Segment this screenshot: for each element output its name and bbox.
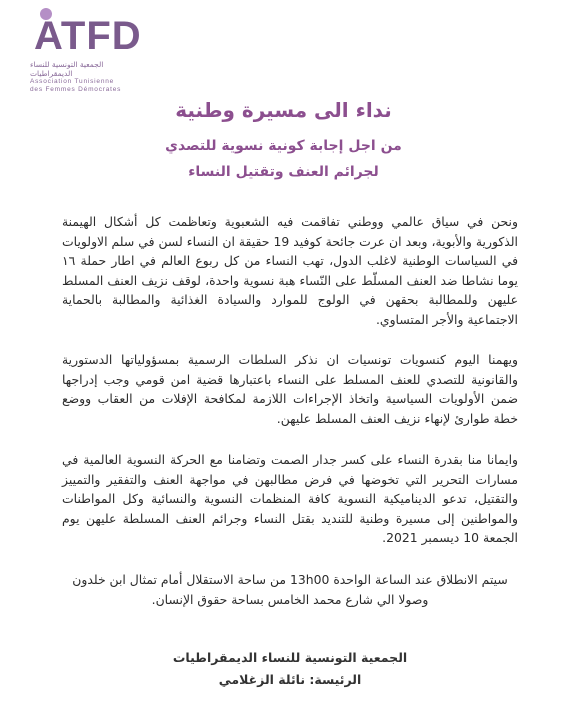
logo-french-line2: des Femmes Démocrates <box>30 86 122 93</box>
logo-mark <box>30 8 190 56</box>
logo <box>30 8 190 94</box>
paragraph-1: ونحن في سياق عالمي ووطني تفاقمت فيه الشعبوية وتعاظمت كل أشكال الهيمنة الذكورية والأبوية، وبعد ان عرت جائحة كوفيد 19 حقيقة ان النساء لسن في سلم الاولويات في السياسات الوطنية لاغلب الدول، تهب النساء من كل ربوع العالم في اطار حملة ١٦ يوما نشاطا ضد العنف المسلّط على النّساء هبة نسوية واحدة، لوقف نزيف العنف المسلط عليهن وللمطالبة بحقهن في الولوج للموارد والسيادة الغذائية والمطالبة بالحماية الاجتماعية والأجر المتساوي. <box>62 214 518 327</box>
logo-french-line1: Association Tunisienne <box>30 78 115 85</box>
paragraph-3: وايمانا منا بقدرة النساء على كسر جدار الصمت وتضامنا مع الحركة النسوية العالمية في مسارات التحرير التي تخوضها في فرض مطالبهن في مواجهة العنف والتفقير والتمييز والتقتيل، تدعو الديناميكية النسوية كافة المنظمات النسوية والنسائية وكل المواطنات والمواطنين إلى مسيرة وطنية للتنديد بقتل النساء وجرائم العنف المسلطة عليهن يوم الجمعة 10 ديسمبر 2021. <box>62 452 518 545</box>
subtitle-2: لجرائم العنف وتقتيل النساء <box>188 164 379 180</box>
logo-arabic-name: الجمعية التونسية للنساء الديمقراطيات <box>30 60 104 78</box>
subtitle-1: من اجل إجابة كونية نسوية للتصدي <box>165 138 402 154</box>
page-title: نداء الى مسيرة وطنية <box>175 98 392 122</box>
signature-president: الرئيسة: نائلة الزغلامي <box>218 672 362 687</box>
signature-org: الجمعية التونسية للنساء الديمقراطيات <box>172 650 408 665</box>
paragraph-4: سيتم الانطلاق عند الساعة الواحدة 13h00 من ساحة الاستقلال أمام تمثال ابن خلدون وصولا الي شارع محمد الخامس بساحة حقوق الإنسان. <box>72 572 508 607</box>
paragraph-2: ويهمنا اليوم كنسويات تونسيات ان نذكر السلطات الرسمية بمسؤولياتها الدستورية والقانونية للتصدي للعنف المسلط على النساء باعتبارها قضية امن قومي وجب إدراجها ضمن الأولويات السياسية واتخاذ الإجراءات اللازمة لمكافحة الإفلات من العقاب ووضع خطة طوارئ لإنهاء نزيف العنف المسلط عليهن. <box>62 352 518 426</box>
logo-brand: ATFD <box>34 14 142 58</box>
